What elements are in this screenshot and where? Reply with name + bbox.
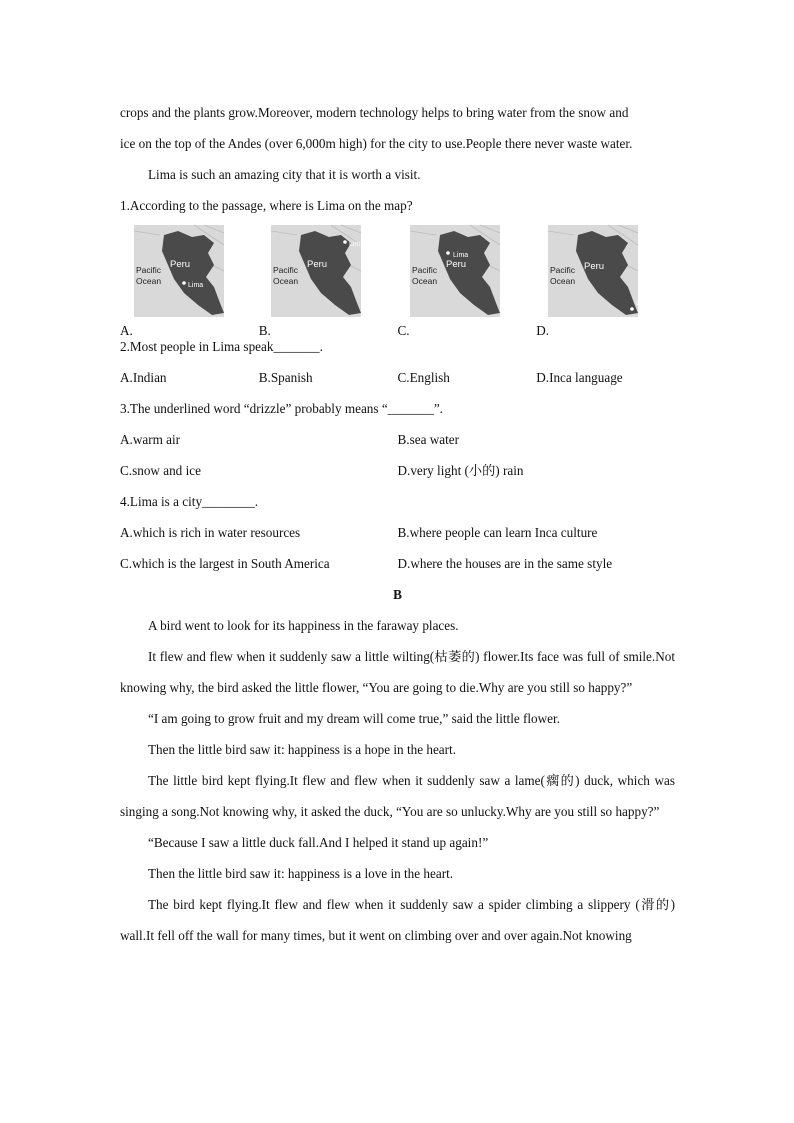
option-a[interactable]: A.warm air (120, 432, 181, 447)
option-d[interactable]: D.where the houses are in the same style (397, 556, 613, 571)
option-b[interactable]: B.Spanish (258, 370, 313, 385)
paragraph: The little bird kept flying.It flew and flew when it suddenly saw a lame(瘸的) duck, which was singing a song.Not knowing why, it asked the duck, “You are so unlucky.Why are you still so happy?” (120, 773, 675, 819)
city-dot (182, 281, 186, 285)
city-dot (343, 240, 347, 244)
map-option-c[interactable] (397, 225, 537, 338)
question-4-stem: 4.Lima is a city________. (120, 494, 259, 509)
ocean-label-line-1: Pacific (136, 265, 162, 275)
ocean-label-line-2: Ocean (411, 276, 437, 286)
question-1-stem: 1.According to the passage, where is Lima on the map? (120, 198, 413, 213)
country-label: Peru (170, 259, 191, 270)
country-label: Peru (306, 259, 327, 270)
option-c[interactable]: C.snow and ice (120, 463, 201, 478)
paragraph: The bird kept flying.It flew and flew when it suddenly saw a spider climbing a slippery (滑的) wall.It fell off the wall for many times, but it went on climbing over and over again.Not knowing (120, 897, 675, 943)
city-dot (630, 307, 634, 311)
paragraph: It flew and flew when it suddenly saw a little wilting(枯萎的) flower.Its face was full of smile.Not knowing why, the bird asked the little flower, “You are going to die.Why are you still so happy?” (120, 649, 675, 695)
city-dot (446, 251, 450, 255)
option-letter: B. (258, 323, 271, 338)
option-d[interactable]: D.Inca language (536, 370, 623, 385)
map-option-d[interactable] (536, 225, 675, 338)
question-4-options-row-2 (120, 548, 675, 579)
peru-map (548, 225, 652, 317)
city-label: Lima (348, 241, 364, 248)
map-option-a[interactable] (120, 225, 259, 338)
city-label: Lima (188, 282, 204, 289)
option-d[interactable]: D.very light (小的) rain (397, 463, 524, 478)
question-3-stem: 3.The underlined word “drizzle” probably means “_______”. (120, 401, 443, 416)
option-b[interactable]: B.sea water (397, 432, 460, 447)
country-label: Peru (445, 259, 466, 270)
map-option-b[interactable] (258, 225, 398, 338)
option-letter: D. (536, 323, 550, 338)
paragraph: Then the little bird saw it: happiness is a love in the heart. (148, 866, 454, 881)
passage-a-closing: Lima is such an amazing city that it is worth a visit. (148, 167, 421, 182)
passage-a-text: ice on the top of the Andes (over 6,000m high) for the city to use.People there never waste water. (120, 136, 633, 151)
ocean-label-line-1: Pacific (272, 265, 298, 275)
ocean-label-line-2: Ocean (136, 276, 162, 286)
city-label: Lima (452, 252, 468, 259)
question-3-options-row-2 (120, 455, 675, 486)
paragraph: Then the little bird saw it: happiness is a hope in the heart. (148, 742, 457, 757)
option-c[interactable]: C.English (397, 370, 450, 385)
country-label: Peru (584, 261, 605, 272)
option-a[interactable]: A.Indian (120, 370, 167, 385)
ocean-label-line-2: Ocean (272, 276, 298, 286)
option-letter: C. (397, 323, 410, 338)
question-3-options-row-1 (120, 424, 675, 455)
ocean-label-line-2: Ocean (550, 276, 576, 286)
paragraph: A bird went to look for its happiness in the faraway places. (148, 618, 459, 633)
paragraph: “Because I saw a little duck fall.And I helped it stand up again!” (148, 835, 489, 850)
question-4-options-row-1 (120, 517, 675, 548)
option-letter: A. (120, 323, 133, 338)
city-label: Lima (636, 300, 652, 307)
option-b[interactable]: B.where people can learn Inca culture (397, 525, 598, 540)
peru-map (410, 225, 500, 317)
section-heading: B (393, 587, 402, 602)
question-2-stem: 2.Most people in Lima speak_______. (120, 339, 323, 354)
paragraph: “I am going to grow fruit and my dream will come true,” said the little flower. (148, 711, 560, 726)
passage-a-line-1 (120, 97, 675, 128)
peru-map (271, 225, 364, 317)
ocean-label-line-1: Pacific (550, 265, 576, 275)
peru-map (134, 225, 224, 317)
map-options (120, 225, 675, 338)
worksheet-page (120, 97, 675, 951)
passage-a-line-2 (120, 128, 675, 159)
passage-a-text: crops and the plants grow.Moreover, modern technology helps to bring water from the snow and (120, 105, 629, 120)
option-a[interactable]: A.which is rich in water resources (120, 525, 301, 540)
option-c[interactable]: C.which is the largest in South America (120, 556, 330, 571)
ocean-label-line-1: Pacific (411, 265, 437, 275)
question-2-options (120, 362, 675, 393)
